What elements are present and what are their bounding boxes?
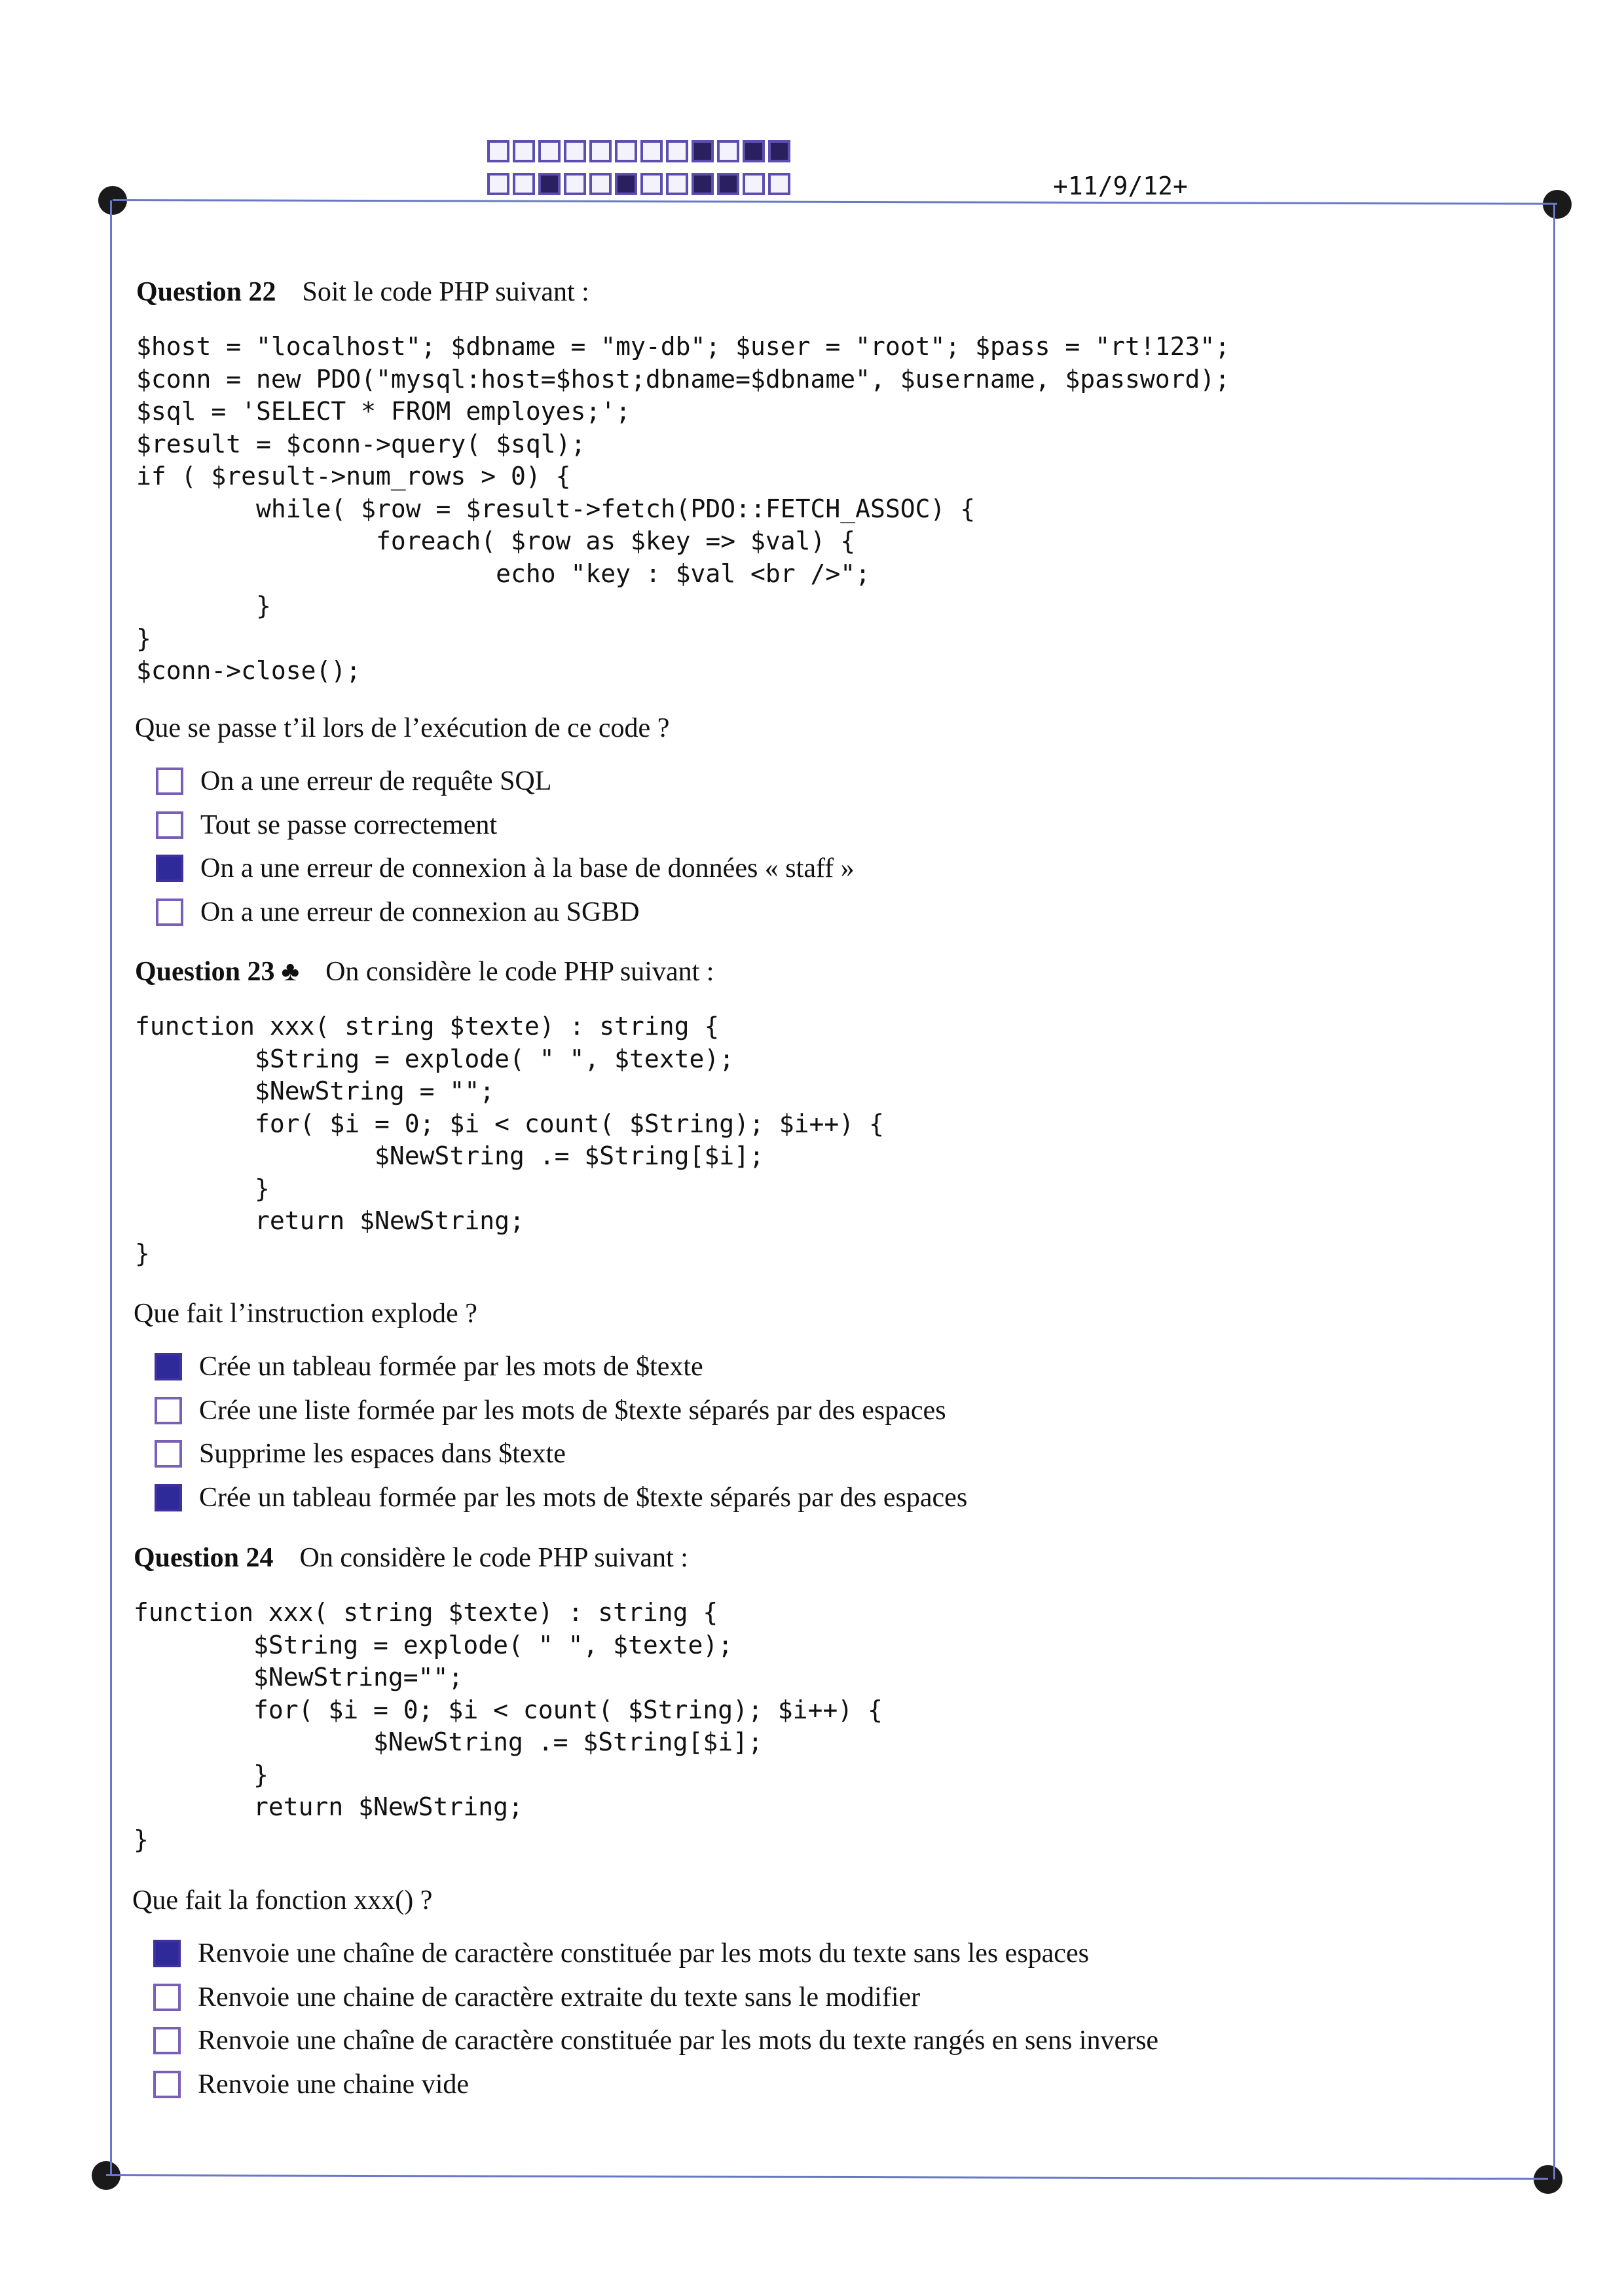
question-23-answers — [155, 1345, 967, 1519]
id-grid-cell[interactable] — [589, 140, 612, 162]
club-icon: ♣ — [281, 957, 300, 987]
id-grid-cell[interactable] — [768, 140, 790, 162]
id-grid-cell[interactable] — [538, 140, 561, 162]
id-grid-row-1 — [487, 140, 794, 162]
question-number: Question 23 — [135, 957, 275, 987]
answer-label: Renvoie une chaîne de caractère constituée par les mots du texte sans les espaces — [198, 1938, 1089, 1969]
id-grid-cell[interactable] — [640, 140, 663, 162]
checkbox[interactable] — [153, 2071, 181, 2098]
id-grid-cell[interactable] — [564, 140, 586, 162]
answer-option[interactable] — [153, 2063, 1158, 2107]
answer-label: Supprime les espaces dans $texte — [199, 1439, 566, 1470]
id-grid-cell[interactable] — [487, 140, 509, 162]
checkbox-checked[interactable] — [155, 1353, 182, 1380]
question-23-code: function xxx( string $texte) : string { $String = explode( " ", $texte); $NewString = ""; for( $i = 0; $i < count( $String); $i++) { $NewString .= $String[$i]; } return $NewString; } — [135, 1012, 884, 1268]
answer-option[interactable] — [153, 2019, 1158, 2063]
id-grid-cell[interactable] — [564, 173, 586, 195]
answer-label: Crée un tableau formée par les mots de $texte séparés par des espaces — [199, 1482, 968, 1513]
answer-label: Renvoie une chaîne de caractère constituée par les mots du texte rangés en sens inverse — [198, 2026, 1159, 2056]
checkbox[interactable] — [155, 1440, 182, 1468]
id-grid-cell[interactable] — [692, 140, 714, 162]
question-22-title — [136, 276, 589, 308]
checkbox-checked[interactable] — [153, 1940, 181, 1967]
checkbox-checked[interactable] — [156, 855, 183, 882]
answer-label: Tout se passe correctement — [200, 809, 498, 840]
id-grid-cell[interactable] — [615, 140, 637, 162]
answer-option[interactable] — [156, 804, 855, 847]
question-22-code: $host = "localhost"; $dbname = "my-db"; $user = "root"; $pass = "rt!123"; $conn = new PDO("mysql:host=$host;dbname=$dbname", $username, $password); $sql = 'SELECT * FROM employes;'; $result = $conn->query( $sql); if ( $result->num_rows > 0) { while( $row = $result->fetch(PDO::FETCH_ASSOC) { foreach( $row as $key => $val) { echo "key : $val <br />"; } } $conn->close(); — [136, 332, 1230, 685]
question-intro: Soit le code PHP suivant : — [302, 277, 589, 307]
checkbox[interactable] — [156, 768, 183, 795]
answer-label: On a une erreur de connexion au SGBD — [200, 897, 640, 927]
checkbox-checked[interactable] — [155, 1484, 182, 1511]
answer-option[interactable] — [155, 1345, 967, 1389]
question-22-prompt: Que se passe t’il lors de l’exécution de ce code ? — [135, 713, 670, 743]
id-grid-cell[interactable] — [717, 140, 739, 162]
answer-option[interactable] — [155, 1432, 967, 1476]
checkbox[interactable] — [155, 1397, 182, 1424]
answer-label: Crée un tableau formée par les mots de $texte — [199, 1352, 703, 1382]
answer-label: Renvoie une chaine vide — [198, 2069, 470, 2100]
checkbox[interactable] — [153, 2027, 181, 2054]
question-22-answers — [156, 760, 855, 934]
answer-label: Crée une liste formée par les mots de $texte séparés par des espaces — [199, 1395, 946, 1426]
question-intro: On considère le code PHP suivant : — [325, 957, 714, 987]
id-grid-cell[interactable] — [487, 173, 509, 195]
id-grid-cell[interactable] — [589, 173, 612, 195]
id-grid-cell[interactable] — [666, 173, 688, 195]
answer-option[interactable] — [155, 1476, 967, 1520]
id-grid-cell[interactable] — [768, 173, 790, 195]
id-grid-cell[interactable] — [513, 173, 535, 195]
id-grid-cell[interactable] — [717, 173, 739, 195]
answer-option[interactable] — [155, 1389, 967, 1433]
frame-left — [110, 200, 112, 2176]
id-grid-cell[interactable] — [538, 173, 561, 195]
question-number: Question 24 — [134, 1543, 274, 1573]
question-24-code: function xxx( string $texte) : string { $String = explode( " ", $texte); $NewString=""; for( $i = 0; $i < count( $String); $i++) { $NewString .= $String[$i]; } return $NewString; } — [134, 1598, 883, 1854]
question-24-title — [134, 1542, 688, 1574]
answer-label: Renvoie une chaine de caractère extraite du texte sans le modifier — [198, 1982, 921, 2012]
id-grid-row-2 — [487, 173, 794, 195]
id-grid-cell[interactable] — [666, 140, 688, 162]
id-grid-cell[interactable] — [743, 140, 765, 162]
answer-option[interactable] — [153, 1976, 1158, 2020]
answer-option[interactable] — [156, 760, 855, 804]
frame-right — [1553, 204, 1555, 2179]
id-grid-cell[interactable] — [615, 173, 637, 195]
checkbox[interactable] — [153, 1984, 181, 2011]
answer-option[interactable] — [156, 847, 855, 891]
page-id-code: +11/9/12+ — [1053, 172, 1188, 200]
id-grid-cell[interactable] — [692, 173, 714, 195]
question-24-prompt: Que fait la fonction xxx() ? — [132, 1885, 433, 1916]
answer-label: On a une erreur de connexion à la base de données « staff » — [200, 853, 855, 884]
checkbox[interactable] — [156, 811, 183, 839]
id-grid-cell[interactable] — [743, 173, 765, 195]
answer-option[interactable] — [156, 891, 855, 935]
id-grid-cell[interactable] — [640, 173, 663, 195]
question-23-title — [135, 956, 714, 988]
frame-top — [113, 199, 1557, 205]
question-intro: On considère le code PHP suivant : — [299, 1543, 688, 1573]
question-23-prompt: Que fait l’instruction explode ? — [134, 1299, 477, 1329]
id-grid-cell[interactable] — [513, 140, 535, 162]
answer-option[interactable] — [153, 1932, 1158, 1976]
frame-bottom — [106, 2174, 1548, 2180]
checkbox[interactable] — [156, 898, 183, 926]
question-24-answers — [153, 1932, 1158, 2106]
question-number: Question 22 — [136, 277, 276, 307]
answer-label: On a une erreur de requête SQL — [200, 766, 552, 797]
